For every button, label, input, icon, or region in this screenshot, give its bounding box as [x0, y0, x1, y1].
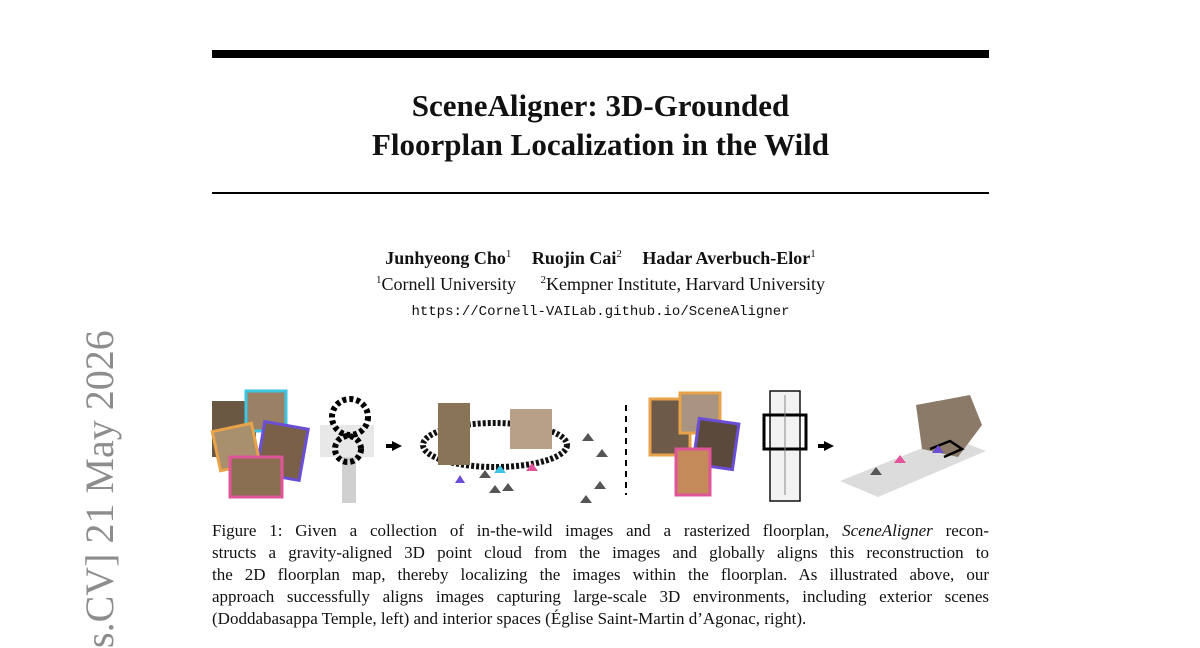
project-url[interactable]: https://Cornell-VAILab.github.io/SceneAligner: [411, 304, 790, 320]
temple-tower: [438, 403, 470, 465]
affiliation-sup: 1: [376, 274, 382, 286]
top-rule: [212, 50, 989, 58]
camera-icon: [502, 483, 514, 491]
floorplan-left: [320, 399, 374, 503]
photo-pink: [676, 449, 710, 495]
affiliation-name: Kempner Institute, Harvard University: [546, 274, 825, 294]
camera-icon: [596, 449, 608, 457]
caption-line-3: the 2D floorplan map, thereby localizing the images within the floorplan. As illustrated above, our: [212, 565, 989, 584]
author-list: [212, 247, 989, 269]
author-name: Hadar Averbuch-Elor: [642, 248, 811, 268]
affiliation-name: Cornell University: [381, 274, 517, 294]
temple-hall: [510, 409, 552, 449]
author-sup: 1: [810, 248, 816, 260]
author-name: Junhyeong Cho: [385, 248, 506, 268]
arrow-icon: [386, 444, 394, 448]
affiliation-sup: 2: [540, 274, 547, 286]
floorplan-base: [320, 425, 374, 457]
caption-line-1: [212, 520, 989, 542]
title-line-2: Floorplan Localization in the Wild: [371, 127, 830, 162]
title-rule: [212, 192, 989, 194]
author-1: [385, 248, 511, 268]
paper-title: [212, 86, 989, 164]
author-sup: 2: [616, 248, 622, 260]
caption-line-4: approach successfully aligns images capturing large-scale 3D environments, including exterior scenes: [212, 587, 989, 606]
caption-method-name: SceneAligner: [842, 521, 933, 540]
image-collection-right: [650, 393, 739, 495]
affiliation-list: [212, 273, 989, 295]
camera-icon: [594, 481, 606, 489]
point-cloud-left: [423, 403, 567, 493]
arxiv-stamp: s.CV] 21 May 2026: [77, 330, 122, 648]
camera-icon: [582, 433, 594, 441]
author-name: Ruojin Cai: [531, 248, 617, 268]
camera-icon: [479, 470, 491, 478]
camera-icon: [494, 465, 506, 473]
affiliation-1: [376, 274, 516, 294]
figure-caption: [212, 520, 989, 630]
caption-line-5: (Doddabasappa Temple, left) and interior spaces (Église Saint-Martin d’Agonac, right).: [212, 609, 807, 628]
aligned-result-right: [840, 395, 986, 497]
image-collection-left: [212, 391, 308, 497]
teaser-figure: [210, 385, 990, 505]
camera-poses-left: [580, 433, 608, 503]
photo-pink: [230, 457, 282, 497]
affiliation-2: [541, 274, 825, 294]
author-3: [642, 248, 815, 268]
caption-text: recon-: [932, 521, 989, 540]
caption-line-2: structs a gravity-aligned 3D point cloud from the images and globally aligns this reconstruction to: [212, 543, 989, 562]
caption-text: Figure 1: Given a collection of in-the-wild images and a rasterized floorplan,: [212, 521, 843, 540]
camera-icon: [580, 495, 592, 503]
title-line-1: SceneAligner: 3D-Grounded: [411, 88, 790, 123]
camera-icon: [455, 475, 465, 483]
author-2: [532, 248, 622, 268]
author-sup: 1: [505, 248, 512, 260]
arrow-icon: [818, 444, 826, 448]
floorplan-right: [764, 391, 806, 501]
camera-icon: [489, 485, 501, 493]
